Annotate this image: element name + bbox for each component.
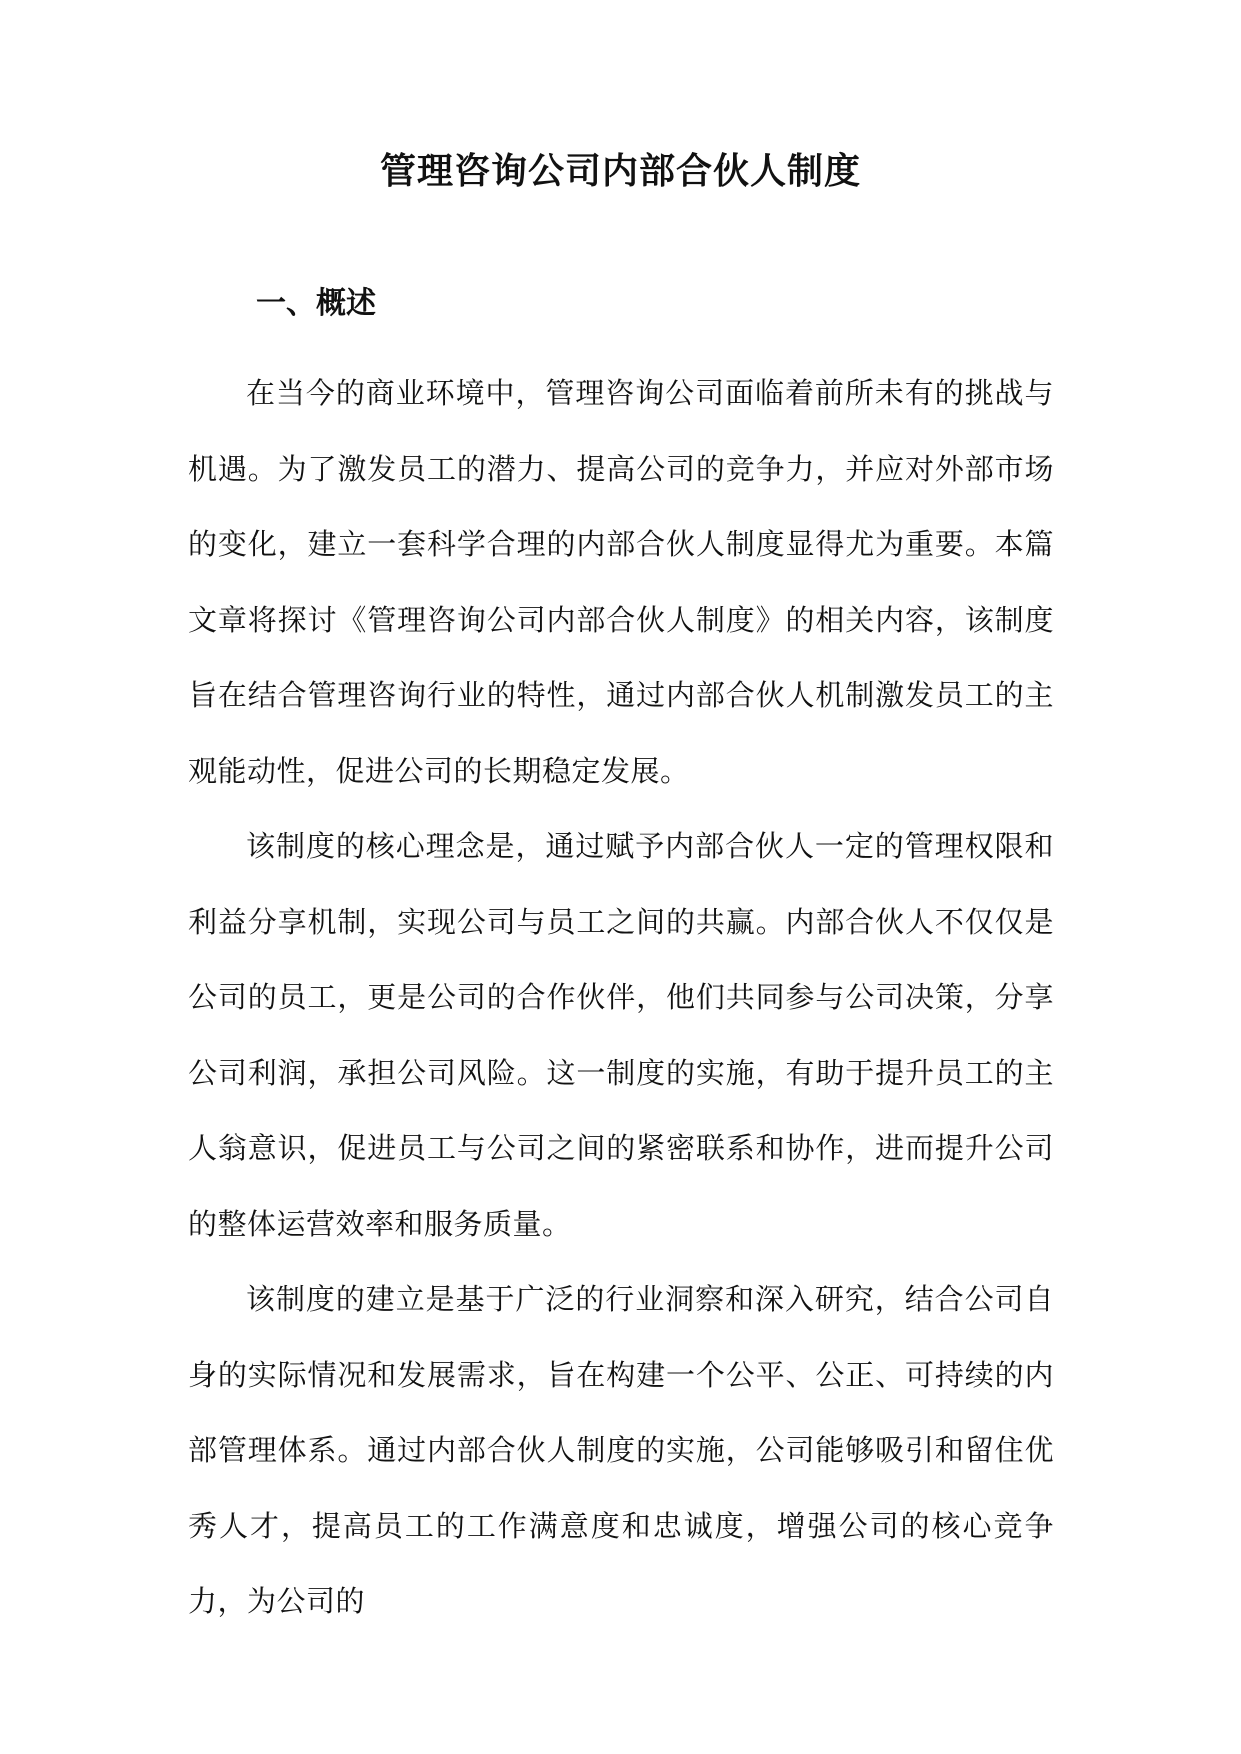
body-text: [188, 356, 1054, 1640]
section-heading-overview: 一、概述: [256, 286, 376, 321]
paragraph-3: 该制度的建立是基于广泛的行业洞察和深入研究，结合公司自身的实际情况和发展需求，旨在构建一个公平、公正、可持续的内部管理体系。通过内部合伙人制度的实施，公司能够吸引和留住优秀人才，提高员工的工作满意度和忠诚度，增强公司的核心竞争力，为公司的: [188, 1282, 1054, 1618]
paragraph-2: 该制度的核心理念是，通过赋予内部合伙人一定的管理权限和利益分享机制，实现公司与员工之间的共赢。内部合伙人不仅仅是公司的员工，更是公司的合作伙伴，他们共同参与公司决策，分享公司利润，承担公司风险。这一制度的实施，有助于提升员工的主人翁意识，促进员工与公司之间的紧密联系和协作，进而提升公司的整体运营效率和服务质量。: [188, 829, 1054, 1241]
paragraph-1: 在当今的商业环境中，管理咨询公司面临着前所未有的挑战与机遇。为了激发员工的潜力、提高公司的竞争力，并应对外部市场的变化，建立一套科学合理的内部合伙人制度显得尤为重要。本篇文章将探讨《管理咨询公司内部合伙人制度》的相关内容，该制度旨在结合管理咨询行业的特性，通过内部合伙人机制激发员工的主观能动性，促进公司的长期稳定发展。: [188, 376, 1054, 788]
document-title: 管理咨询公司内部合伙人制度: [379, 151, 861, 192]
